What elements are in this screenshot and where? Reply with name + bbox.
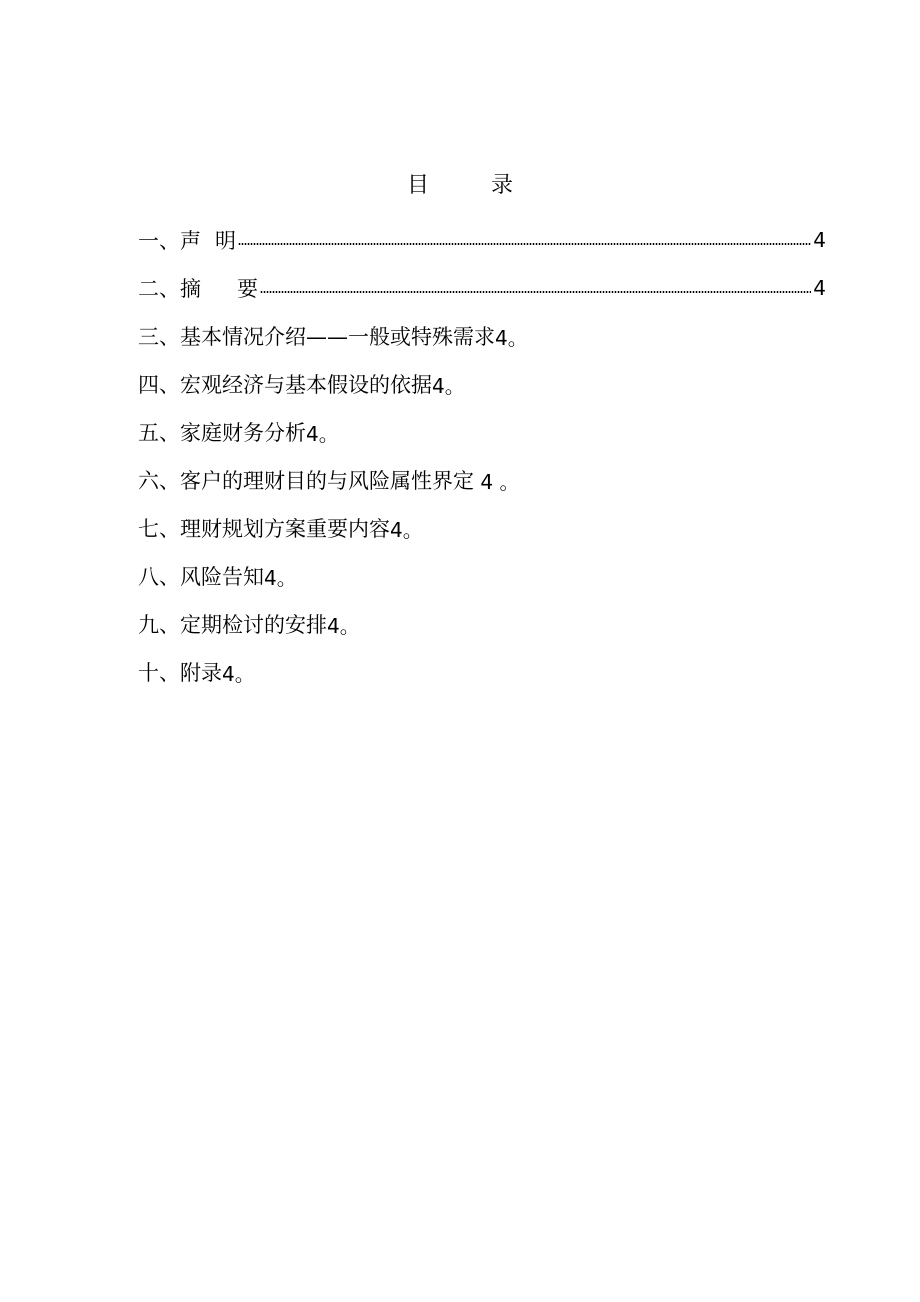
toc-entry-10[interactable] xyxy=(138,648,826,696)
toc-entry-page: 4 xyxy=(813,228,826,252)
toc-entry-page: 4。 xyxy=(222,661,255,686)
toc-entry-label: 七、理财规划方案重要内容 xyxy=(138,517,390,541)
toc-entry-3[interactable] xyxy=(138,312,826,360)
dot-leader xyxy=(238,243,811,245)
toc-entry-label: 八、风险告知 xyxy=(138,565,264,589)
toc-entry-label: 一、声 明 xyxy=(138,229,236,253)
toc-title-char-2: 录 xyxy=(491,173,514,198)
toc-entry-page: 4。 xyxy=(495,325,528,350)
toc-entry-page: 4 xyxy=(813,276,826,300)
toc-entry-page: 4。 xyxy=(264,565,297,590)
toc-entry-9[interactable] xyxy=(138,600,826,648)
toc-entry-label: 十、附录 xyxy=(138,661,222,685)
toc-entry-page: 4。 xyxy=(327,613,360,638)
toc-title xyxy=(0,170,920,202)
toc-entry-label: 二、摘 要 xyxy=(138,277,258,301)
toc-entry-5[interactable] xyxy=(138,408,826,456)
toc-entry-7[interactable] xyxy=(138,504,826,552)
toc-entry-label: 四、宏观经济与基本假设的依据 xyxy=(138,373,432,397)
toc-list xyxy=(138,216,826,696)
toc-title-char-1: 目 xyxy=(406,173,429,198)
toc-entry-1[interactable] xyxy=(138,216,826,264)
toc-entry-page: 4。 xyxy=(432,373,465,398)
toc-entry-page: 4 。 xyxy=(474,469,520,494)
toc-entry-4[interactable] xyxy=(138,360,826,408)
toc-entry-label: 五、家庭财务分析 xyxy=(138,421,306,445)
toc-entry-label: 六、客户的理财目的与风险属性界定 xyxy=(138,469,474,493)
toc-entry-label: 九、定期检讨的安排 xyxy=(138,613,327,637)
toc-entry-8[interactable] xyxy=(138,552,826,600)
toc-entry-label: 三、基本情况介绍——一般或特殊需求 xyxy=(138,325,495,349)
toc-entry-2[interactable] xyxy=(138,264,826,312)
toc-entry-page: 4。 xyxy=(306,421,339,446)
toc-entry-6[interactable] xyxy=(138,456,826,504)
dot-leader xyxy=(260,291,811,293)
toc-entry-page: 4。 xyxy=(390,517,423,542)
